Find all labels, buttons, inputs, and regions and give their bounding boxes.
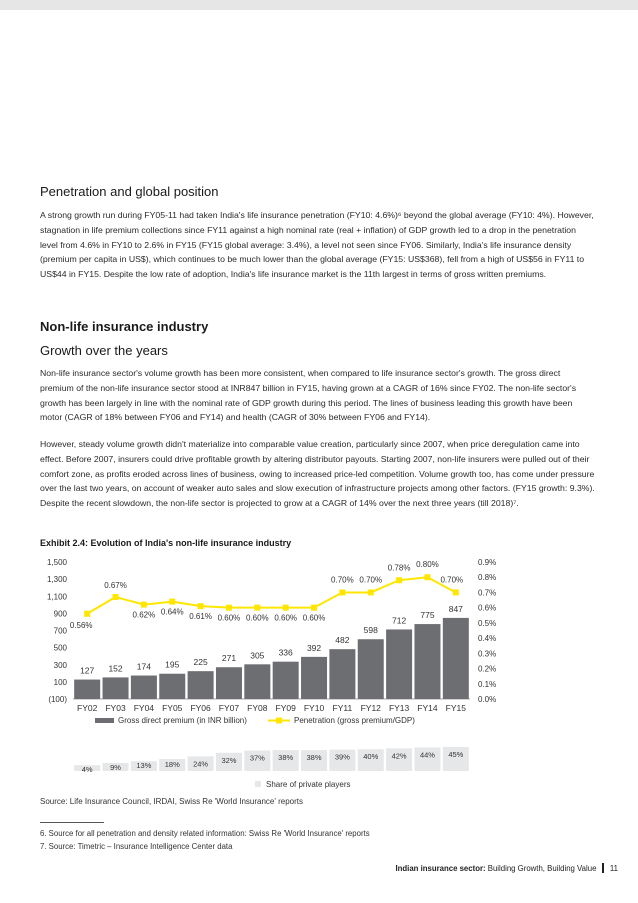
y-left-tick-label: 900	[53, 609, 67, 619]
penetration-point-label: 0.60%	[274, 613, 298, 623]
share-box-label: 24%	[193, 759, 209, 769]
penetration-point	[453, 589, 459, 595]
penetration-point	[339, 589, 345, 595]
penetration-point-label: 0.70%	[331, 575, 354, 585]
share-box-label: 4%	[81, 765, 93, 775]
share-box-label: 42%	[391, 751, 407, 761]
penetration-point-label: 0.64%	[160, 607, 184, 617]
legend-swatch-premium	[95, 718, 114, 723]
share-box-label: 18%	[164, 760, 180, 769]
y-left-tick-label: 1,500	[46, 558, 67, 567]
penetration-point	[169, 599, 175, 605]
share-box-label: 38%	[306, 753, 322, 763]
penetration-point-label: 0.60%	[217, 613, 241, 623]
footer-title-rest: Building Growth, Building Value	[485, 864, 597, 873]
source-note: Source: Life Insurance Council, IRDAI, Swiss Re 'World Insurance' reports	[40, 797, 304, 806]
penetration-point	[368, 589, 374, 595]
y-right-tick-label: 0.7%	[478, 588, 497, 598]
legend-marker-penetration	[276, 718, 282, 724]
page-number: 11	[609, 864, 618, 873]
premium-bar-label: 195	[165, 659, 180, 670]
premium-bar-label: 847	[448, 603, 463, 614]
x-tick-label: FY06	[190, 703, 211, 713]
premium-bar-label: 225	[193, 657, 208, 668]
growth-paragraph-2: However, steady volume growth didn't materialize into comparable value creation, particularly since 2007, when price deregulation came into effect. Before 2007, insurers could drive profitable growth by altering distributor payouts. Starting 2007, non-life insurers were pulled out of their comfort zone, as profits eroded across lines of business, owing to increased price-led competition. Volume growth too, has come under pressure over the last two years, on account of weaker auto sales and slow execution of infrastructure projects among other factors. (FY15 growth: 9.3%). Despite the recent slowdown, the non-life sector is projected to grow at a CAGR of 14% over the next three years (till 2018)⁷.	[40, 439, 595, 509]
legend-label-penetration: Penetration (gross premium/GDP)	[294, 716, 415, 725]
y-left-tick-label: (100)	[48, 695, 67, 704]
legend-label-share: Share of private players	[266, 780, 351, 789]
section-heading-nonlife: Non-life insurance industry	[40, 319, 209, 334]
y-right-tick-label: 0.3%	[478, 649, 497, 659]
share-box-label: 45%	[448, 750, 464, 759]
x-tick-label: FY09	[275, 703, 296, 713]
penetration-point	[141, 602, 147, 608]
y-right-tick-label: 0.9%	[478, 558, 497, 567]
share-box-label: 38%	[278, 753, 294, 763]
subheading-growth: Growth over the years	[40, 343, 168, 358]
premium-bar	[131, 676, 157, 699]
nonlife-chart	[0, 548, 638, 793]
x-tick-label: FY12	[360, 703, 381, 713]
x-tick-label: FY15	[445, 703, 466, 713]
premium-bar-label: 127	[80, 665, 95, 676]
footer-separator	[602, 863, 604, 873]
page-footer	[395, 863, 618, 873]
penetration-point	[424, 574, 430, 580]
x-tick-label: FY08	[247, 703, 268, 713]
footnote-7: 7. Source: Timetric – Insurance Intelligence Center data	[40, 842, 233, 851]
y-left-tick-label: 700	[53, 626, 67, 636]
penetration-point-label: 0.78%	[387, 563, 411, 573]
penetration-point	[311, 605, 317, 611]
y-right-tick-label: 0.2%	[478, 664, 497, 674]
x-tick-label: FY03	[105, 703, 126, 713]
y-left-tick-label: 100	[53, 677, 67, 687]
y-right-tick-label: 0.8%	[478, 573, 497, 583]
exhibit-title: Exhibit 2.4: Evolution of India's non-life insurance industry	[40, 538, 292, 548]
share-box-label: 37%	[249, 753, 265, 763]
premium-bar-label: 174	[136, 661, 151, 672]
penetration-point-label: 0.62%	[132, 610, 156, 620]
y-right-tick-label: 0.0%	[478, 695, 497, 704]
x-tick-label: FY02	[77, 703, 98, 713]
penetration-point-label: 0.60%	[302, 613, 326, 623]
share-box-label: 13%	[136, 761, 152, 771]
y-right-tick-label: 0.4%	[478, 634, 497, 644]
top-bar	[0, 0, 638, 10]
premium-bar	[273, 662, 299, 699]
share-box-label: 9%	[110, 763, 121, 772]
footnote-6: 6. Source for all penetration and density related information: Swiss Re 'World Insurance' reports	[40, 829, 370, 838]
penetration-point-label: 0.61%	[189, 612, 212, 622]
x-tick-label: FY10	[303, 703, 325, 713]
x-tick-label: FY04	[133, 703, 155, 713]
x-tick-label: FY05	[162, 703, 183, 713]
legend-label-premium: Gross direct premium (in INR billion)	[118, 716, 247, 725]
penetration-point-label: 0.56%	[69, 620, 93, 630]
share-box-label: 39%	[334, 752, 350, 762]
premium-bar-label: 271	[221, 653, 237, 664]
x-tick-label: FY14	[417, 703, 438, 713]
penetration-point-label: 0.80%	[416, 560, 439, 570]
premium-bar-label: 712	[392, 615, 407, 626]
y-right-tick-label: 0.1%	[478, 679, 497, 689]
y-right-tick-label: 0.6%	[478, 603, 497, 613]
section-heading-penetration: Penetration and global position	[40, 184, 219, 199]
penetration-point	[283, 605, 289, 611]
penetration-paragraph: A strong growth run during FY05-11 had taken India's life insurance penetration (FY10: 4.6%)⁶ beyond the global average (FY10: 4%). However, stagnation in life premium collections since FY11 against a high nominal rate (real + inflation) of GDP growth led to a drop in the penetration level from 4.6% in FY10 to 2.6% in FY15 (FY15 global average: 3.4%), a level not seen since FY06. Similarly, India's life insurance density (premium per capita in US$), which continues to be much lower than the global average (FY15: US$368), fell from a high of US$56 in FY11 to US$44 in FY15. Despite the low rate of adoption, India's life insurance market is the 11th largest in terms of gross written premiums.	[40, 210, 594, 280]
penetration-point-label: 0.70%	[359, 575, 383, 585]
premium-bar	[244, 664, 270, 699]
premium-bar	[188, 671, 214, 699]
premium-bar	[443, 618, 469, 699]
penetration-point-label: 0.60%	[245, 613, 269, 623]
premium-bar-label: 775	[420, 610, 435, 621]
penetration-point	[84, 611, 90, 617]
premium-bar	[216, 667, 242, 699]
premium-bar	[103, 677, 129, 699]
premium-bar	[74, 680, 100, 699]
y-left-tick-label: 500	[53, 643, 67, 653]
premium-bar-label: 482	[335, 635, 350, 646]
premium-bar	[358, 639, 384, 699]
y-left-tick-label: 300	[53, 660, 67, 670]
premium-bar-label: 598	[363, 625, 378, 636]
premium-bar-label: 336	[278, 647, 293, 658]
premium-bar	[329, 649, 355, 699]
penetration-point	[396, 577, 402, 583]
y-right-tick-label: 0.5%	[478, 618, 497, 628]
penetration-point	[226, 605, 232, 611]
y-left-tick-label: 1,300	[46, 575, 67, 585]
footnote-rule	[40, 822, 104, 823]
premium-bar	[159, 674, 185, 699]
penetration-point	[198, 603, 204, 609]
share-box-label: 40%	[363, 752, 379, 762]
x-tick-label: FY13	[388, 703, 410, 713]
share-box-label: 32%	[221, 755, 237, 765]
premium-bar	[414, 624, 440, 699]
share-box-label: 44%	[419, 750, 435, 760]
penetration-point	[254, 605, 260, 611]
premium-bar-label: 152	[108, 663, 123, 674]
footer-title-bold: Indian insurance sector:	[395, 864, 486, 873]
penetration-point-label: 0.67%	[104, 581, 127, 591]
penetration-point	[113, 594, 119, 600]
legend-swatch-share	[255, 781, 261, 787]
x-tick-label: FY07	[218, 703, 240, 713]
premium-bar	[301, 657, 327, 699]
premium-bar-label: 305	[250, 650, 265, 661]
x-tick-label: FY11	[332, 703, 353, 713]
penetration-point-label: 0.70%	[440, 575, 464, 585]
premium-bar-label: 392	[306, 642, 322, 653]
y-left-tick-label: 1,100	[46, 592, 67, 602]
growth-paragraph-1: Non-life insurance sector's volume growth has been more consistent, when compared to life insurance sector's growth. The gross direct premium of the non-life insurance sector stood at INR847 billion in FY15, having grown at a CAGR of 16% since FY02. The non-life sector's growth has been largely in line with the nominal rate of GDP growth during this period. The lines of business leading this growth have been motor (CAGR of 18% between FY06 and FY14) and health (CAGR of 30% between FY06 and FY14).	[40, 368, 577, 423]
premium-bar	[386, 629, 412, 699]
